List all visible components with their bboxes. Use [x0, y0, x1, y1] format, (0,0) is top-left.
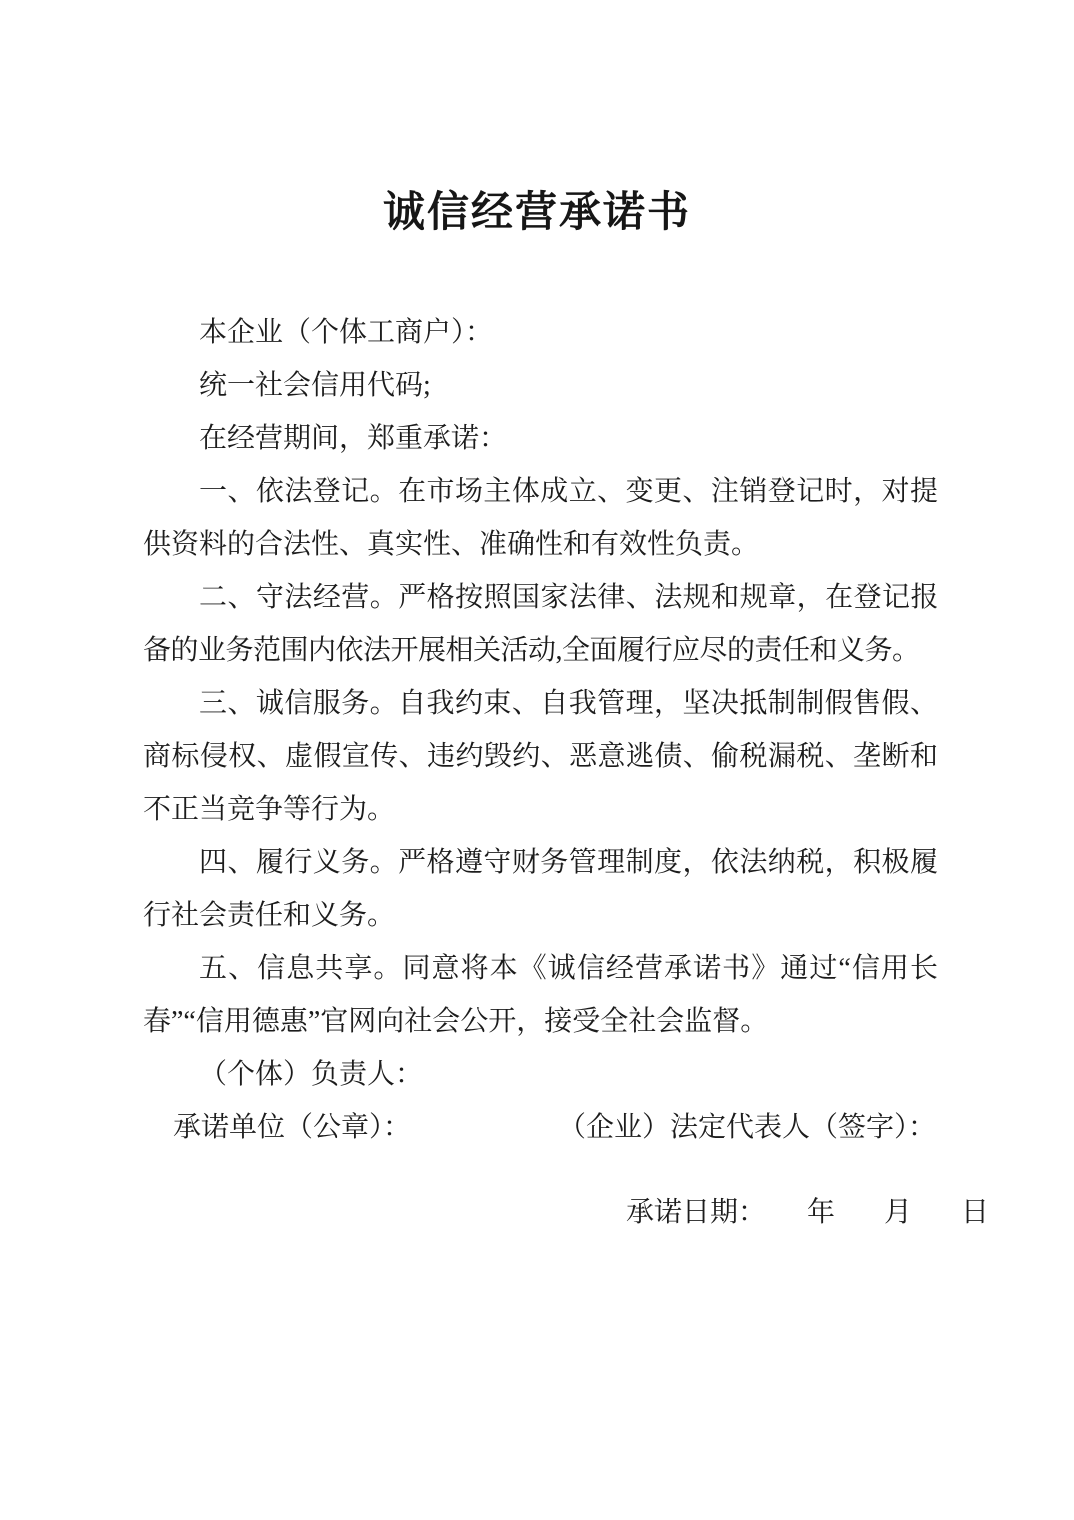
commitment-paragraph-5: 五、信息共享。同意将本《诚信经营承诺书》通过“信用长春”“信用德惠”官网向社会公开，接受全社会监督。	[143, 953, 938, 1037]
commitment-paragraph-4: 四、履行义务。严格遵守财务管理制度，依法纳税，积极履行社会责任和义务。	[143, 847, 938, 931]
intro-line-pledge: 在经营期间，郑重承诺：	[199, 423, 508, 454]
commitment-paragraph-1: 一、依法登记。在市场主体成立、变更、注销登记时，对提供资料的合法性、真实性、准确性和有效性负责。	[143, 476, 938, 560]
date-month-label: 月	[884, 1197, 913, 1228]
date-label: 承诺日期：	[626, 1197, 767, 1228]
document-body	[143, 306, 990, 1239]
signature-unit-seal-label: 承诺单位（公章）：	[173, 1112, 412, 1143]
commitment-paragraph-2: 二、守法经营。严格按照国家法律、法规和规章，在登记报备的业务范围内依法开展相关活动,全面履行应尽的责任和义务。	[143, 582, 938, 666]
document-title: 诚信经营承诺书	[382, 188, 691, 235]
date-year-label: 年	[807, 1197, 836, 1228]
commitment-paragraph-3: 三、诚信服务。自我约束、自我管理，坚决抵制制假售假、商标侵权、虚假宣传、违约毁约、恶意逃债、偷税漏税、垄断和不正当竞争等行为。	[143, 688, 938, 825]
date-day-label: 日	[961, 1197, 990, 1228]
date-line	[143, 1186, 990, 1239]
signature-line-individual-head: （个体）负责人：	[199, 1059, 424, 1090]
signature-line-unit	[143, 1101, 938, 1154]
intro-line-enterprise: 本企业（个体工商户）：	[199, 317, 494, 348]
signature-legal-rep-label: （企业）法定代表人（签字）：	[558, 1112, 937, 1143]
intro-line-credit-code: 统一社会信用代码;	[199, 370, 431, 401]
